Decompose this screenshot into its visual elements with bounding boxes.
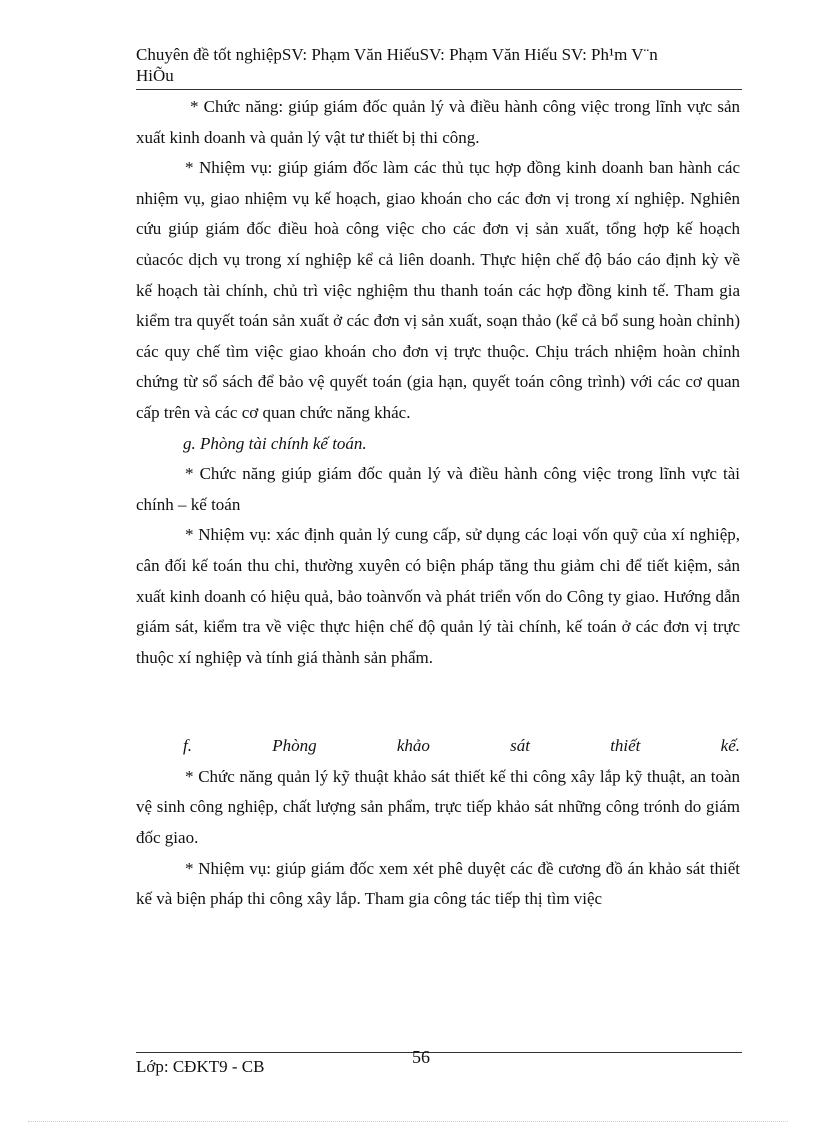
section-heading-survey: f. Phòng khảo sát thiết kế.: [183, 736, 740, 756]
paragraph-duty-2: * Nhiệm vụ: xác định quản lý cung cấp, sử dụng các loại vốn quỹ của xí nghiệp, cân đối kế toán thu chi, thường xuyên có biện pháp tăng thu giảm chi để tiết kiệm, sản xuất kinh doanh có hiệu quả, bảo toànvốn và phát triển vốn do Công ty giao. Hướng dẫn giám sát, kiểm tra về việc thực hiện chế độ quản lý tài chính, kế toán ở các đơn vị trực thuộc xí nghiệp và tính giá thành sản phẩm.: [136, 525, 740, 667]
header-divider: [136, 89, 742, 90]
paragraph-duty-3: * Nhiệm vụ: giúp giám đốc xem xét phê duyệt các đề cương đồ án khảo sát thiết kế và biện pháp thi công xây lắp. Tham gia công tác tiếp thị tìm việc: [136, 858, 740, 909]
footer-divider: [136, 1052, 742, 1053]
paragraph-duty-1: * Nhiệm vụ: giúp giám đốc làm các thủ tục hợp đồng kinh doanh ban hành các nhiệm vụ, giao nhiệm vụ kế hoạch, giao khoán cho các đơn vị trong xí nghiệp. Nghiên cứu giúp giám đốc điều hoà công việc cho các đơn vị sản xuất, tổng hợp kế hoạch củacóc dịch vụ trong xí nghiệp kể cả liên doanh. Thực hiện chế độ báo cáo định kỳ về kế hoạch tài chính, chủ trì việc nghiệm thu thanh toán các hợp đồng kinh tế. Tham gia kiểm tra quyết toán sản xuất ở các đơn vị sản xuất, soạn thảo (kể cả bổ sung hoàn chỉnh) các quy chế tìm việc giao khoán cho đơn vị trực thuộc. Chịu trách nhiệm hoàn chỉnh chứng từ sổ sách để bảo vệ quyết toán (gia hạn, quyết toán công trình) với các cơ quan cấp trên và các cơ quan chức năng khác.: [136, 158, 740, 422]
section-heading-finance: g. Phòng tài chính kế toán.: [183, 433, 367, 453]
page-bottom-border: [28, 1121, 788, 1122]
page-number: 56: [412, 1047, 430, 1067]
paragraph-function-1: * Chức năng: giúp giám đốc quản lý và điều hành công việc trong lĩnh vực sản xuất kinh doanh và quản lý vật tư thiết bị thi công.: [136, 97, 740, 147]
paragraph-function-2: * Chức năng giúp giám đốc quản lý và điều hành công việc trong lĩnh vực tài chính – kế toán: [136, 464, 740, 514]
header-text-line1: Chuyên đề tốt nghiệpSV: Phạm Văn HiếuSV: Phạm Văn Hiếu SV: Ph¹m V¨n: [136, 45, 658, 64]
header-text-line2: HiÕu: [136, 66, 174, 85]
document-body: [136, 92, 740, 915]
page-header: [136, 44, 742, 86]
paragraph-function-3: * Chức năng quản lý kỹ thuật khảo sát thiết kế thi công xây lắp kỹ thuật, an toàn vệ sinh công nghiệp, chất lượng sản phẩm, trực tiếp khảo sát những công trónh do giám đốc giao.: [136, 766, 740, 848]
footer-class-label: Lớp: CĐKT9 - CB: [136, 1057, 265, 1076]
